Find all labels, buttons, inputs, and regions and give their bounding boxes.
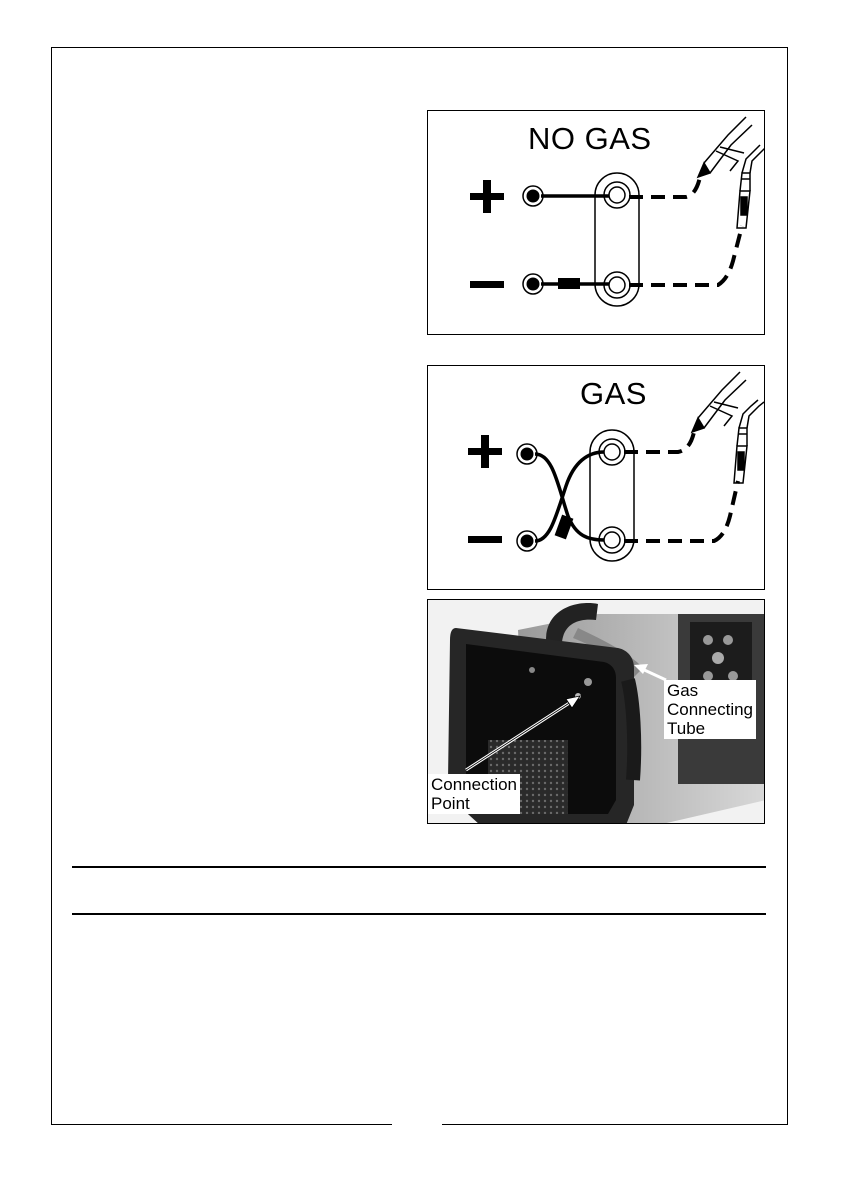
- connection-point-label: Connection Point: [428, 774, 520, 814]
- plus-symbol-icon: [470, 180, 504, 213]
- section-rule-top: [72, 866, 766, 868]
- negative-terminal-icon: [523, 274, 543, 294]
- positive-terminal-icon: [523, 186, 543, 206]
- plus-symbol-icon: [468, 435, 502, 468]
- no-gas-diagram: [427, 110, 765, 335]
- minus-symbol-icon: [468, 536, 502, 543]
- mig-torch-icon: [737, 145, 765, 228]
- no-gas-title: NO GAS: [528, 121, 652, 156]
- mig-torch-icon: [734, 400, 764, 483]
- gas-title: GAS: [580, 376, 647, 411]
- section-rule-bottom: [72, 913, 766, 915]
- minus-symbol-icon: [470, 281, 504, 288]
- negative-terminal-icon: [517, 531, 537, 551]
- positive-terminal-icon: [517, 444, 537, 464]
- gas-diagram: [427, 365, 765, 590]
- gas-connecting-tube-label: Gas Connecting Tube: [664, 680, 756, 739]
- earth-clamp-icon: [692, 372, 746, 432]
- welder-photo: [427, 599, 765, 824]
- footer-page-number-gap: [392, 1118, 442, 1132]
